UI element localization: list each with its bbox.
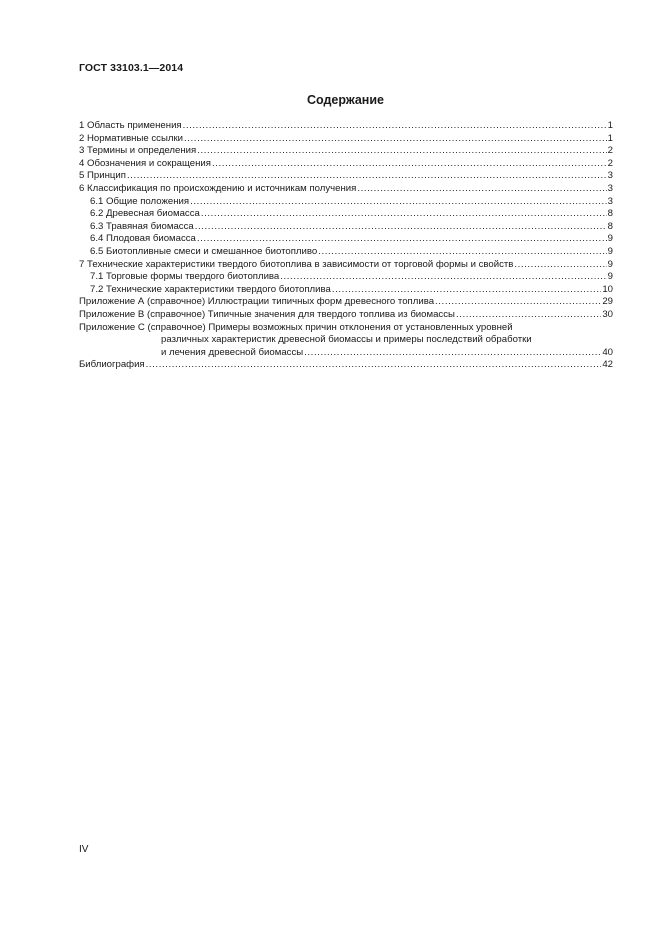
toc-entry-page: 8 bbox=[607, 208, 613, 220]
toc-leader bbox=[190, 196, 607, 209]
toc-entry[interactable] bbox=[79, 145, 613, 158]
toc-entry-page: 29 bbox=[602, 296, 613, 308]
toc-appendix-entry[interactable] bbox=[79, 309, 613, 322]
toc-leader bbox=[280, 271, 606, 284]
toc-subentry[interactable] bbox=[79, 233, 613, 246]
toc-leader bbox=[184, 133, 607, 146]
toc-leader bbox=[332, 284, 602, 297]
toc-entry-page: 3 bbox=[607, 182, 613, 194]
toc-entry-page: 1 bbox=[607, 132, 613, 144]
toc-leader bbox=[212, 158, 607, 171]
toc-subentry[interactable] bbox=[79, 271, 613, 284]
toc-entry-label: Приложение А (справочное) Иллюстрации типичных форм древесного топлива bbox=[79, 296, 435, 308]
toc-entry-label: 3 Термины и определения bbox=[79, 145, 197, 157]
table-of-contents bbox=[79, 120, 613, 372]
toc-entry[interactable] bbox=[79, 133, 613, 146]
toc-entry-label-line: Приложение С (справочное) Примеры возможных причин отклонения от установленных уровней bbox=[79, 321, 513, 333]
toc-appendix-entry[interactable] bbox=[79, 322, 613, 360]
toc-entry-page: 10 bbox=[602, 283, 613, 295]
toc-entry-page: 9 bbox=[607, 271, 613, 283]
toc-leader bbox=[146, 359, 602, 372]
toc-entry-label: и лечения древесной биомассы bbox=[161, 346, 304, 358]
toc-leader bbox=[357, 183, 606, 196]
toc-entry-page: 9 bbox=[607, 233, 613, 245]
toc-entry-page: 2 bbox=[607, 157, 613, 169]
toc-entry-label: 7 Технические характеристики твердого биотоплива в зависимости от торговой формы и свойств bbox=[79, 258, 514, 270]
toc-title: Содержание bbox=[306, 93, 384, 107]
toc-entry-last-line bbox=[79, 347, 613, 360]
toc-subentry[interactable] bbox=[79, 221, 613, 234]
toc-entry[interactable] bbox=[79, 170, 613, 183]
toc-entry-label: 2 Нормативные ссылки bbox=[79, 132, 184, 144]
toc-entry-page: 1 bbox=[607, 120, 613, 131]
toc-entry-page: 42 bbox=[602, 359, 613, 371]
toc-entry-label: 6.5 Биотопливные смеси и смешанное биотопливо bbox=[90, 245, 318, 257]
toc-entry-page: 3 bbox=[607, 195, 613, 207]
toc-leader bbox=[183, 120, 607, 133]
toc-entry-page: 2 bbox=[607, 145, 613, 157]
toc-entry-label: Библиография bbox=[79, 359, 145, 371]
toc-subentry[interactable] bbox=[79, 284, 613, 297]
toc-entry[interactable] bbox=[79, 158, 613, 171]
toc-leader bbox=[304, 347, 601, 360]
toc-leader bbox=[435, 296, 601, 309]
toc-leader bbox=[197, 233, 607, 246]
toc-entry[interactable] bbox=[79, 259, 613, 272]
toc-entry-label: 6.2 Древесная биомасса bbox=[90, 208, 200, 220]
toc-entry-label: 7.1 Торговые формы твердого биотоплива bbox=[90, 271, 280, 283]
toc-entry-page: 9 bbox=[607, 258, 613, 270]
toc-entry[interactable] bbox=[79, 120, 613, 133]
toc-leader bbox=[201, 208, 607, 221]
toc-entry-label: 6.3 Травяная биомасса bbox=[90, 220, 194, 232]
toc-leader bbox=[514, 259, 606, 272]
toc-entry-page: 30 bbox=[602, 308, 613, 320]
toc-entry-page: 40 bbox=[602, 346, 613, 358]
toc-entry[interactable] bbox=[79, 183, 613, 196]
toc-leader bbox=[195, 221, 607, 234]
toc-entry-page: 9 bbox=[607, 245, 613, 257]
toc-entry-label: 6 Классификация по происхождению и источникам получения bbox=[79, 182, 357, 194]
page-number: IV bbox=[79, 844, 89, 855]
toc-entry[interactable] bbox=[79, 359, 613, 372]
toc-subentry[interactable] bbox=[79, 196, 613, 209]
toc-entry-label: 1 Область применения bbox=[79, 120, 182, 131]
toc-entry-label: Приложение В (справочное) Типичные значения для твердого топлива из биомассы bbox=[79, 308, 455, 320]
toc-entry-page: 3 bbox=[607, 170, 613, 182]
toc-leader bbox=[197, 145, 606, 158]
toc-leader bbox=[456, 309, 601, 322]
toc-appendix-entry[interactable] bbox=[79, 296, 613, 309]
toc-entry-label: 5 Принцип bbox=[79, 170, 126, 182]
toc-entry-label: 6.1 Общие положения bbox=[90, 195, 190, 207]
document-id: ГОСТ 33103.1—2014 bbox=[79, 62, 184, 74]
toc-subentry[interactable] bbox=[79, 208, 613, 221]
toc-entry-page: 8 bbox=[607, 220, 613, 232]
toc-leader bbox=[127, 170, 607, 183]
toc-subentry[interactable] bbox=[79, 246, 613, 259]
toc-entry-label: 6.4 Плодовая биомасса bbox=[90, 233, 196, 245]
toc-leader bbox=[318, 246, 606, 259]
toc-entry-label: 4 Обозначения и сокращения bbox=[79, 157, 211, 169]
toc-entry-label: 7.2 Технические характеристики твердого биотоплива bbox=[90, 283, 331, 295]
toc-entry-label-line: различных характеристик древесной биомассы и примеры последствий обработки bbox=[161, 334, 532, 346]
